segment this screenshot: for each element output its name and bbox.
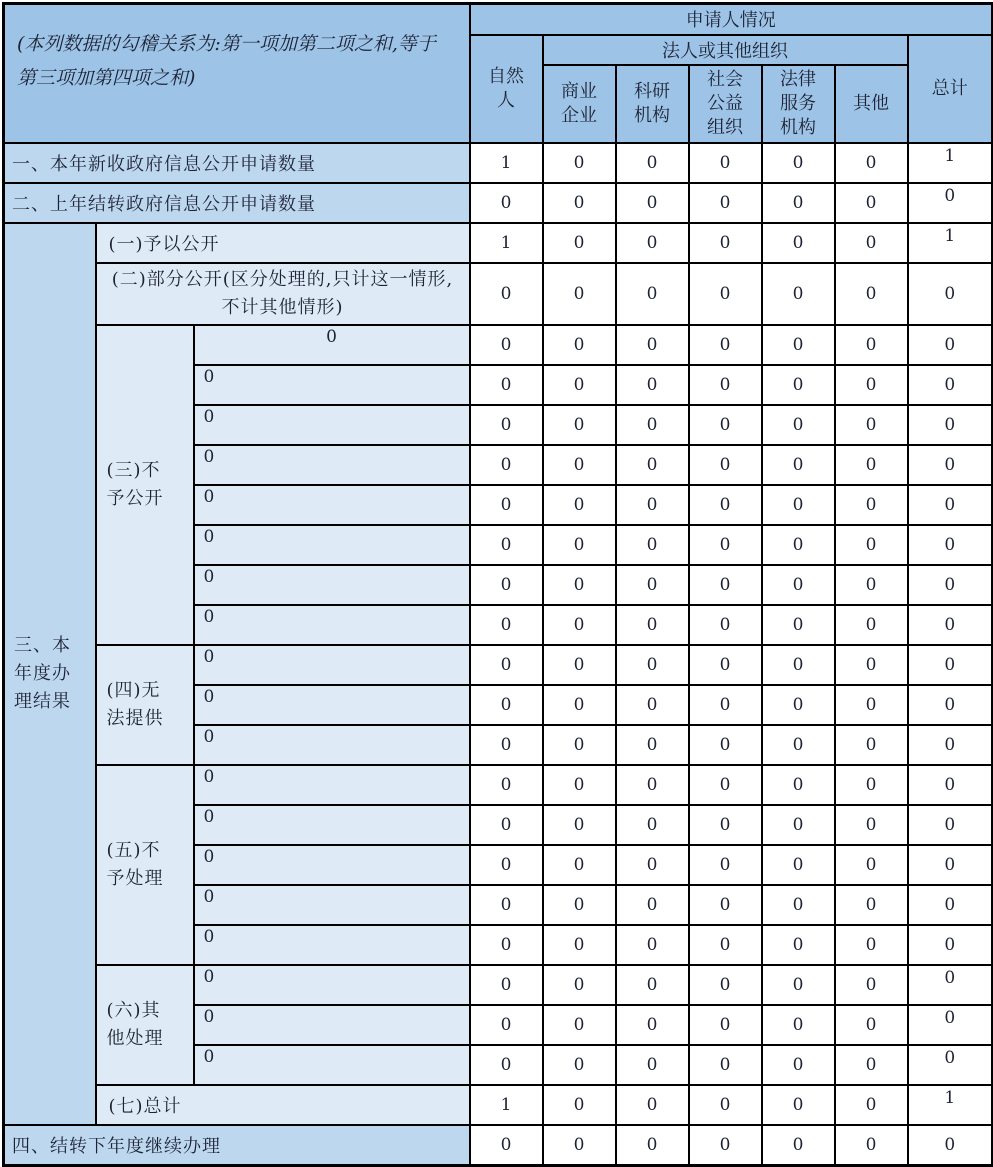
value-cell: 0 — [616, 325, 689, 365]
total-cell: 0 — [908, 183, 993, 223]
value-cell: 0 — [616, 565, 689, 605]
value-cell: 0 — [689, 365, 762, 405]
value-cell: 0 — [616, 485, 689, 525]
total-cell: 0 — [908, 805, 993, 845]
sub-item-label: 0 — [194, 325, 470, 365]
value-cell: 0 — [835, 605, 908, 645]
value-cell: 0 — [470, 645, 543, 685]
value-cell: 0 — [689, 183, 762, 223]
value-cell: 0 — [543, 605, 616, 645]
total-cell: 1 — [908, 1085, 993, 1125]
value-cell: 0 — [689, 405, 762, 445]
value-cell: 0 — [543, 1125, 616, 1165]
value-cell: 0 — [470, 805, 543, 845]
value-cell: 0 — [689, 605, 762, 645]
sub-item-label: 0 — [194, 485, 470, 525]
value-cell: 0 — [762, 885, 835, 925]
value-cell: 0 — [762, 525, 835, 565]
value-cell: 0 — [616, 183, 689, 223]
value-cell: 0 — [762, 565, 835, 605]
value-cell: 0 — [543, 485, 616, 525]
value-cell: 0 — [543, 365, 616, 405]
sub-item-label: 0 — [194, 765, 470, 805]
value-cell: 0 — [470, 965, 543, 1005]
value-cell: 0 — [616, 685, 689, 725]
value-cell: 0 — [762, 143, 835, 183]
value-cell: 0 — [543, 685, 616, 725]
row-label: (七)总计 — [96, 1085, 470, 1125]
value-cell: 0 — [616, 885, 689, 925]
value-cell: 0 — [543, 525, 616, 565]
column-header-commercial-enterprise: 商业企业 — [543, 65, 616, 144]
column-header-research-institution: 科研机构 — [616, 65, 689, 144]
value-cell: 0 — [543, 223, 616, 263]
value-cell: 0 — [762, 445, 835, 485]
value-cell: 0 — [762, 805, 835, 845]
value-cell: 0 — [616, 605, 689, 645]
value-cell: 0 — [689, 805, 762, 845]
value-cell: 0 — [835, 725, 908, 765]
sub-item-label: 0 — [194, 445, 470, 485]
section-label-not-disclosed: (三)不予公开 — [96, 325, 194, 645]
table-row — [4, 143, 993, 183]
total-cell: 0 — [908, 263, 993, 325]
value-cell: 0 — [470, 725, 543, 765]
value-cell: 0 — [835, 805, 908, 845]
value-cell: 0 — [689, 1045, 762, 1085]
value-cell: 0 — [762, 1125, 835, 1165]
value-cell: 0 — [689, 525, 762, 565]
value-cell: 0 — [543, 1045, 616, 1085]
sub-item-label: 0 — [194, 645, 470, 685]
value-cell: 0 — [470, 445, 543, 485]
sub-item-label: 0 — [194, 1045, 470, 1085]
value-cell: 0 — [689, 645, 762, 685]
value-cell: 1 — [470, 143, 543, 183]
table-row — [4, 765, 993, 805]
value-cell: 0 — [616, 925, 689, 965]
value-cell: 0 — [470, 263, 543, 325]
table-row — [4, 263, 993, 325]
value-cell: 0 — [616, 725, 689, 765]
value-cell: 0 — [762, 925, 835, 965]
value-cell: 0 — [762, 1005, 835, 1045]
sub-item-label: 0 — [194, 925, 470, 965]
value-cell: 0 — [762, 223, 835, 263]
row-label: (一)予以公开 — [96, 223, 470, 263]
sub-item-label: 0 — [194, 965, 470, 1005]
section-label-other-handling: (六)其他处理 — [96, 965, 194, 1085]
value-cell: 0 — [470, 1005, 543, 1045]
value-cell: 0 — [543, 765, 616, 805]
column-header-total: 总计 — [908, 35, 993, 144]
value-cell: 0 — [689, 685, 762, 725]
value-cell: 0 — [762, 685, 835, 725]
value-cell: 0 — [835, 765, 908, 805]
total-cell: 0 — [908, 485, 993, 525]
value-cell: 0 — [762, 725, 835, 765]
row-label: 四、结转下年度继续办理 — [4, 1125, 470, 1165]
value-cell: 0 — [689, 965, 762, 1005]
row-label: 二、上年结转政府信息公开申请数量 — [4, 183, 470, 223]
row-label: (二)部分公开(区分处理的,只计这一情形,不计其他情形) — [96, 263, 470, 325]
value-cell: 0 — [689, 263, 762, 325]
value-cell: 0 — [543, 565, 616, 605]
value-cell: 0 — [835, 143, 908, 183]
value-cell: 0 — [616, 525, 689, 565]
value-cell: 0 — [543, 1085, 616, 1125]
total-cell: 0 — [908, 1125, 993, 1165]
total-cell: 0 — [908, 565, 993, 605]
value-cell: 0 — [762, 645, 835, 685]
sub-item-label: 0 — [194, 885, 470, 925]
value-cell: 0 — [689, 1125, 762, 1165]
value-cell: 0 — [689, 325, 762, 365]
total-cell: 0 — [908, 725, 993, 765]
value-cell: 0 — [470, 765, 543, 805]
total-cell: 0 — [908, 885, 993, 925]
value-cell: 0 — [689, 885, 762, 925]
column-header-public-welfare-org: 社会公益组织 — [689, 65, 762, 144]
note-cell: (本列数据的勾稽关系为:第一项加第二项之和,等于第三项加第四项之和) — [4, 4, 470, 144]
value-cell: 0 — [470, 685, 543, 725]
value-cell: 0 — [470, 405, 543, 445]
value-cell: 0 — [835, 405, 908, 445]
value-cell: 0 — [835, 1005, 908, 1045]
section-label-unable-to-provide: (四)无法提供 — [96, 645, 194, 765]
value-cell: 0 — [835, 1125, 908, 1165]
total-cell: 0 — [908, 405, 993, 445]
value-cell: 0 — [762, 325, 835, 365]
value-cell: 0 — [689, 765, 762, 805]
value-cell: 0 — [470, 605, 543, 645]
value-cell: 0 — [616, 263, 689, 325]
value-cell: 0 — [689, 725, 762, 765]
value-cell: 0 — [835, 365, 908, 405]
sub-item-label: 0 — [194, 805, 470, 845]
table-row — [4, 223, 993, 263]
column-header-legal-service-org: 法律服务机构 — [762, 65, 835, 144]
value-cell: 0 — [616, 365, 689, 405]
table-row — [4, 325, 993, 365]
value-cell: 0 — [616, 445, 689, 485]
total-cell: 0 — [908, 1005, 993, 1045]
value-cell: 0 — [835, 965, 908, 1005]
column-header-other: 其他 — [835, 65, 908, 144]
value-cell: 0 — [616, 845, 689, 885]
value-cell: 0 — [616, 765, 689, 805]
value-cell: 0 — [543, 965, 616, 1005]
sub-item-label: 0 — [194, 565, 470, 605]
value-cell: 0 — [616, 805, 689, 845]
value-cell: 0 — [543, 645, 616, 685]
value-cell: 0 — [689, 845, 762, 885]
value-cell: 0 — [470, 1045, 543, 1085]
table-row — [4, 183, 993, 223]
value-cell: 0 — [543, 725, 616, 765]
sub-item-label: 0 — [194, 525, 470, 565]
value-cell: 0 — [543, 445, 616, 485]
value-cell: 0 — [689, 485, 762, 525]
sub-item-label: 0 — [194, 685, 470, 725]
total-cell: 0 — [908, 645, 993, 685]
value-cell: 0 — [835, 925, 908, 965]
total-cell: 0 — [908, 325, 993, 365]
total-cell: 0 — [908, 965, 993, 1005]
disclosure-statistics-table — [2, 2, 993, 1167]
total-cell: 0 — [908, 365, 993, 405]
value-cell: 0 — [835, 223, 908, 263]
sub-item-label: 0 — [194, 725, 470, 765]
value-cell: 0 — [835, 525, 908, 565]
total-cell: 0 — [908, 445, 993, 485]
total-cell: 1 — [908, 143, 993, 183]
value-cell: 0 — [689, 143, 762, 183]
value-cell: 0 — [543, 325, 616, 365]
value-cell: 0 — [470, 325, 543, 365]
value-cell: 0 — [616, 965, 689, 1005]
column-group-applicant: 申请人情况 — [470, 4, 993, 35]
value-cell: 0 — [616, 1085, 689, 1125]
value-cell: 0 — [689, 223, 762, 263]
value-cell: 0 — [470, 485, 543, 525]
value-cell: 0 — [616, 405, 689, 445]
value-cell: 0 — [616, 1005, 689, 1045]
total-cell: 0 — [908, 525, 993, 565]
value-cell: 0 — [689, 565, 762, 605]
value-cell: 0 — [543, 845, 616, 885]
total-cell: 1 — [908, 223, 993, 263]
sub-item-label: 0 — [194, 845, 470, 885]
sub-item-label: 0 — [194, 405, 470, 445]
value-cell: 0 — [470, 365, 543, 405]
value-cell: 0 — [835, 645, 908, 685]
value-cell: 0 — [543, 263, 616, 325]
value-cell: 0 — [689, 445, 762, 485]
value-cell: 0 — [543, 143, 616, 183]
value-cell: 0 — [616, 1045, 689, 1085]
section-label-annual-results: 三、本年度办理结果 — [4, 223, 96, 1125]
value-cell: 0 — [762, 485, 835, 525]
value-cell: 0 — [689, 1005, 762, 1045]
value-cell: 0 — [762, 605, 835, 645]
table-row — [4, 1085, 993, 1125]
value-cell: 0 — [689, 925, 762, 965]
value-cell: 0 — [835, 263, 908, 325]
value-cell: 0 — [470, 885, 543, 925]
value-cell: 0 — [616, 645, 689, 685]
value-cell: 0 — [543, 183, 616, 223]
sub-item-label: 0 — [194, 605, 470, 645]
total-cell: 0 — [908, 605, 993, 645]
value-cell: 0 — [616, 223, 689, 263]
sub-item-label: 0 — [194, 1005, 470, 1045]
value-cell: 0 — [835, 1045, 908, 1085]
value-cell: 0 — [762, 1045, 835, 1085]
value-cell: 0 — [835, 1085, 908, 1125]
value-cell: 0 — [762, 845, 835, 885]
value-cell: 0 — [762, 1085, 835, 1125]
value-cell: 0 — [762, 405, 835, 445]
value-cell: 0 — [835, 183, 908, 223]
value-cell: 0 — [470, 925, 543, 965]
total-cell: 0 — [908, 1045, 993, 1085]
value-cell: 0 — [762, 965, 835, 1005]
total-cell: 0 — [908, 765, 993, 805]
value-cell: 0 — [762, 183, 835, 223]
table-row — [4, 645, 993, 685]
column-header-natural-person: 自然人 — [470, 35, 543, 144]
sub-item-label: 0 — [194, 365, 470, 405]
value-cell: 0 — [835, 485, 908, 525]
header-row-1 — [4, 4, 993, 35]
value-cell: 0 — [835, 445, 908, 485]
total-cell: 0 — [908, 845, 993, 885]
value-cell: 0 — [470, 845, 543, 885]
total-cell: 0 — [908, 685, 993, 725]
section-label-not-processed: (五)不予处理 — [96, 765, 194, 965]
value-cell: 1 — [470, 223, 543, 263]
value-cell: 0 — [762, 365, 835, 405]
value-cell: 0 — [835, 325, 908, 365]
value-cell: 0 — [470, 1125, 543, 1165]
value-cell: 0 — [470, 565, 543, 605]
value-cell: 0 — [835, 685, 908, 725]
value-cell: 0 — [762, 765, 835, 805]
value-cell: 0 — [543, 925, 616, 965]
value-cell: 0 — [835, 885, 908, 925]
value-cell: 0 — [835, 845, 908, 885]
value-cell: 0 — [543, 405, 616, 445]
value-cell: 0 — [616, 1125, 689, 1165]
table-row — [4, 1125, 993, 1165]
table-row — [4, 965, 993, 1005]
value-cell: 0 — [835, 565, 908, 605]
row-label: 一、本年新收政府信息公开申请数量 — [4, 143, 470, 183]
value-cell: 0 — [470, 525, 543, 565]
total-cell: 0 — [908, 925, 993, 965]
value-cell: 0 — [470, 183, 543, 223]
value-cell: 1 — [470, 1085, 543, 1125]
value-cell: 0 — [543, 885, 616, 925]
value-cell: 0 — [543, 805, 616, 845]
column-group-legal-or-other: 法人或其他组织 — [543, 35, 908, 65]
value-cell: 0 — [616, 143, 689, 183]
value-cell: 0 — [762, 263, 835, 325]
value-cell: 0 — [689, 1085, 762, 1125]
value-cell: 0 — [543, 1005, 616, 1045]
